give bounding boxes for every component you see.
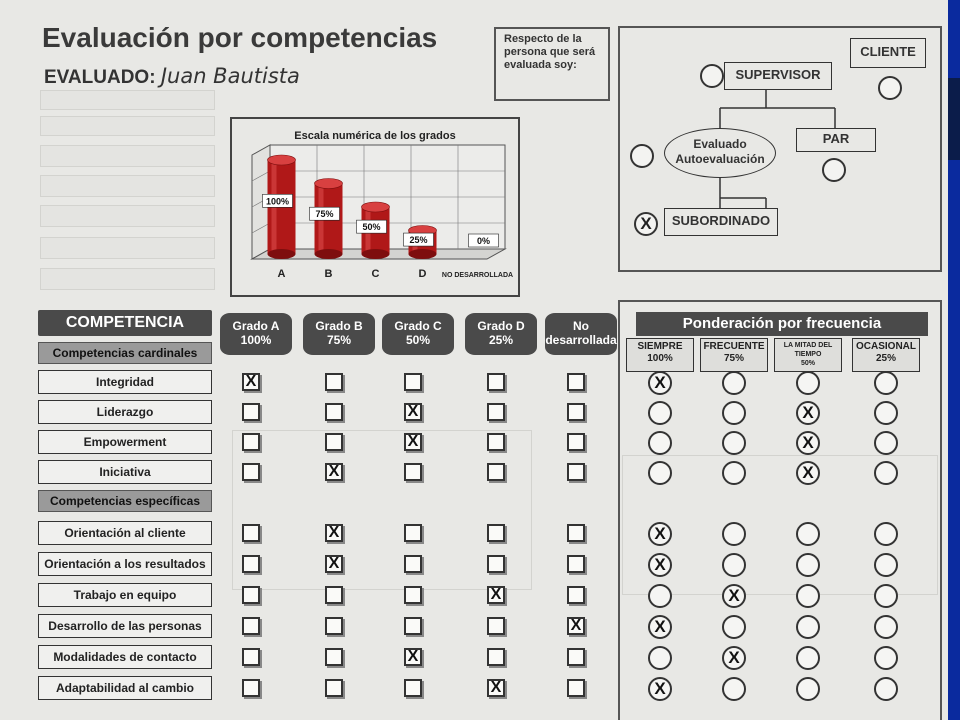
evaluated-person — [44, 64, 300, 89]
bar-base — [362, 249, 390, 259]
category-label: D — [418, 268, 427, 280]
frequency-radio[interactable] — [796, 615, 820, 639]
frequency-radio[interactable] — [648, 461, 672, 485]
frequency-radio[interactable] — [722, 522, 746, 546]
category-label: A — [277, 268, 286, 280]
grade-checkbox[interactable] — [487, 373, 505, 391]
frequency-radio[interactable] — [874, 677, 898, 701]
frequency-radio[interactable] — [796, 522, 820, 546]
chart-svg — [232, 119, 518, 295]
grade-checkbox[interactable] — [242, 586, 260, 604]
frequency-col-3 — [852, 338, 920, 372]
competency-row-label: Orientación a los resultados — [38, 552, 212, 576]
grade-checkbox[interactable]: X — [325, 524, 343, 542]
grade-checkbox[interactable] — [325, 403, 343, 421]
value-label: 25% — [409, 235, 428, 246]
frequency-radio[interactable]: X — [722, 584, 746, 608]
competencia-header: COMPETENCIA — [38, 310, 212, 336]
grade-checkbox[interactable] — [325, 648, 343, 666]
background-ghost-row — [40, 205, 215, 227]
value-label: 100% — [265, 196, 290, 207]
radio-autoevaluacion[interactable] — [630, 144, 654, 168]
frequency-col-line1: SIEMPRE — [637, 341, 683, 352]
competency-row-label: Orientación al cliente — [38, 521, 212, 545]
frequency-radio[interactable] — [874, 522, 898, 546]
frequency-radio[interactable] — [796, 584, 820, 608]
background-ghost-row — [40, 237, 215, 259]
grade-checkbox[interactable] — [404, 463, 422, 481]
grade-header-3 — [465, 313, 537, 355]
grade-checkbox[interactable] — [242, 648, 260, 666]
value-label: 50% — [362, 222, 381, 233]
frequency-radio[interactable] — [722, 431, 746, 455]
relationship-diagram — [618, 26, 942, 272]
frequency-col-0 — [626, 338, 694, 372]
relation-cliente: CLIENTE — [850, 38, 926, 68]
background-ghost-row — [40, 116, 215, 136]
evaluado-line2: Autoevaluación — [675, 152, 765, 166]
frequency-radio[interactable] — [874, 371, 898, 395]
grade-checkbox[interactable]: X — [404, 403, 422, 421]
frequency-col-line2: 75% — [723, 353, 744, 364]
value-label: 0% — [476, 236, 491, 246]
background-ghost-row — [40, 90, 215, 110]
competency-row-label: Adaptabilidad al cambio — [38, 676, 212, 700]
frequency-radio[interactable]: X — [722, 646, 746, 670]
bar-cap — [268, 155, 296, 165]
grade-checkbox[interactable] — [404, 586, 422, 604]
page-title: Evaluación por competencias — [42, 22, 438, 53]
competency-row-label: Desarrollo de las personas — [38, 614, 212, 638]
bar-base — [409, 249, 437, 259]
grade-checkbox[interactable] — [242, 617, 260, 635]
frequency-radio[interactable] — [648, 646, 672, 670]
grade-header-line2: 50% — [405, 333, 431, 347]
evaluado-label: EVALUADO: — [44, 67, 156, 88]
relation-subordinado: SUBORDINADO — [664, 208, 778, 236]
grade-checkbox[interactable] — [567, 586, 585, 604]
frequency-radio[interactable]: X — [648, 522, 672, 546]
grade-checkbox[interactable]: X — [242, 373, 260, 391]
frequency-col-line1: OCASIONAL — [856, 341, 916, 352]
grade-header-line1: Grado D — [477, 319, 525, 333]
frequency-col-line1: LA MITAD DEL TIEMPO — [783, 342, 833, 358]
frequency-radio[interactable]: X — [648, 677, 672, 701]
especificas-header: Competencias específicas — [38, 490, 212, 512]
grade-checkbox[interactable] — [567, 648, 585, 666]
grade-header-line1: No — [573, 319, 589, 333]
grade-checkbox[interactable] — [487, 433, 505, 451]
frequency-radio[interactable] — [722, 677, 746, 701]
category-label: B — [324, 268, 333, 280]
grade-checkbox[interactable] — [404, 679, 422, 697]
frequency-radio[interactable] — [722, 615, 746, 639]
frequency-radio[interactable] — [874, 615, 898, 639]
frequency-col-1 — [700, 338, 768, 372]
frequency-radio[interactable] — [874, 584, 898, 608]
frequency-col-line1: FRECUENTE — [703, 341, 765, 352]
bar-base — [268, 249, 296, 259]
grade-checkbox[interactable] — [325, 679, 343, 697]
frequency-radio[interactable] — [796, 371, 820, 395]
grade-scale-chart — [230, 117, 520, 297]
background-ghost-row — [40, 145, 215, 167]
frequency-radio[interactable] — [874, 553, 898, 577]
background-ghost-row — [40, 268, 215, 290]
grade-checkbox[interactable] — [567, 463, 585, 481]
competency-row-label: Trabajo en equipo — [38, 583, 212, 607]
frequency-radio[interactable] — [722, 553, 746, 577]
cardinales-header: Competencias cardinales — [38, 342, 212, 364]
grade-checkbox[interactable] — [487, 555, 505, 573]
competency-row-label: Liderazgo — [38, 400, 212, 424]
frequency-radio[interactable] — [722, 401, 746, 425]
frequency-radio[interactable] — [722, 461, 746, 485]
frequency-radio[interactable] — [796, 553, 820, 577]
grade-checkbox[interactable] — [567, 433, 585, 451]
grade-checkbox[interactable] — [487, 617, 505, 635]
grade-header-2 — [382, 313, 454, 355]
slide-accent-bar — [948, 78, 960, 160]
relationship-prompt: Respecto de la persona que será evaluada soy: — [494, 27, 610, 101]
bar-cap — [315, 179, 343, 189]
relation-par: PAR — [796, 128, 876, 152]
competency-row-label: Empowerment — [38, 430, 212, 454]
grade-checkbox[interactable] — [325, 373, 343, 391]
grade-header-0 — [220, 313, 292, 355]
frequency-radio[interactable] — [874, 401, 898, 425]
frequency-radio[interactable]: X — [796, 431, 820, 455]
frequency-radio[interactable] — [796, 646, 820, 670]
competency-row-label: Modalidades de contacto — [38, 645, 212, 669]
frequency-radio[interactable] — [648, 401, 672, 425]
bar-cap — [362, 202, 390, 212]
category-label: C — [371, 268, 380, 280]
grade-header-line2: 25% — [488, 333, 514, 347]
relation-supervisor: SUPERVISOR — [724, 62, 832, 90]
frequency-radio[interactable] — [874, 461, 898, 485]
grade-checkbox[interactable]: X — [487, 586, 505, 604]
grade-header-4 — [545, 313, 617, 355]
frequency-radio[interactable]: X — [648, 371, 672, 395]
grade-header-1 — [303, 313, 375, 355]
grade-checkbox[interactable] — [567, 403, 585, 421]
radio-supervisor[interactable] — [700, 64, 724, 88]
grade-checkbox[interactable] — [242, 433, 260, 451]
frequency-radio[interactable] — [874, 646, 898, 670]
radio-cliente[interactable] — [878, 76, 902, 100]
frequency-radio[interactable]: X — [796, 461, 820, 485]
frequency-col-2 — [774, 338, 842, 372]
grade-checkbox[interactable] — [404, 555, 422, 573]
grade-header-line2: desarrollada — [545, 333, 617, 347]
evaluado-name: Juan Bautista — [160, 64, 300, 88]
competency-row-label: Iniciativa — [38, 460, 212, 484]
grade-checkbox[interactable] — [404, 617, 422, 635]
grade-checkbox[interactable] — [404, 524, 422, 542]
relation-evaluado — [664, 128, 776, 178]
frequency-radio[interactable] — [722, 371, 746, 395]
grade-header-line2: 100% — [240, 333, 272, 347]
radio-subordinado[interactable]: X — [634, 212, 658, 236]
grade-checkbox[interactable] — [242, 463, 260, 481]
frequency-radio[interactable] — [648, 584, 672, 608]
grade-header-line1: Grado A — [232, 319, 280, 333]
category-label: NO DESARROLLADA — [441, 272, 514, 279]
grade-checkbox[interactable] — [487, 463, 505, 481]
grade-checkbox[interactable]: X — [404, 648, 422, 666]
grade-header-line1: Grado C — [394, 319, 442, 333]
background-ghost-row — [40, 175, 215, 197]
grade-checkbox[interactable] — [404, 373, 422, 391]
frequency-col-line2: 25% — [875, 353, 896, 364]
grade-checkbox[interactable]: X — [567, 617, 585, 635]
frequency-radio[interactable]: X — [648, 553, 672, 577]
grade-header-line1: Grado B — [315, 319, 363, 333]
grade-checkbox[interactable] — [242, 679, 260, 697]
frequency-radio[interactable]: X — [796, 401, 820, 425]
frequency-col-line2: 100% — [647, 353, 673, 364]
grade-checkbox[interactable] — [487, 524, 505, 542]
frequency-radio[interactable]: X — [648, 615, 672, 639]
grade-checkbox[interactable] — [567, 373, 585, 391]
frequency-radio[interactable] — [648, 431, 672, 455]
chart-title: Escala numérica de los grados — [294, 130, 456, 142]
grade-checkbox[interactable] — [567, 679, 585, 697]
grade-checkbox[interactable]: X — [325, 555, 343, 573]
bar-base — [315, 249, 343, 259]
grade-checkbox[interactable]: X — [487, 679, 505, 697]
grade-header-line2: 75% — [326, 333, 352, 347]
competency-row-label: Integridad — [38, 370, 212, 394]
grade-checkbox[interactable] — [487, 403, 505, 421]
grade-checkbox[interactable] — [242, 403, 260, 421]
radio-par[interactable] — [822, 158, 846, 182]
evaluado-line1: Evaluado — [693, 137, 747, 151]
grade-checkbox[interactable] — [325, 586, 343, 604]
grade-checkbox[interactable] — [487, 648, 505, 666]
frequency-col-line2: 50% — [800, 360, 815, 367]
grade-checkbox[interactable] — [325, 617, 343, 635]
grade-checkbox[interactable] — [325, 433, 343, 451]
grade-checkbox[interactable] — [567, 524, 585, 542]
frequency-radio[interactable] — [874, 431, 898, 455]
grade-checkbox[interactable] — [242, 555, 260, 573]
grade-checkbox[interactable] — [242, 524, 260, 542]
frequency-header: Ponderación por frecuencia — [636, 312, 928, 336]
frequency-radio[interactable] — [796, 677, 820, 701]
value-label: 75% — [315, 209, 334, 220]
grade-checkbox[interactable]: X — [404, 433, 422, 451]
grade-checkbox[interactable]: X — [325, 463, 343, 481]
grade-checkbox[interactable] — [567, 555, 585, 573]
